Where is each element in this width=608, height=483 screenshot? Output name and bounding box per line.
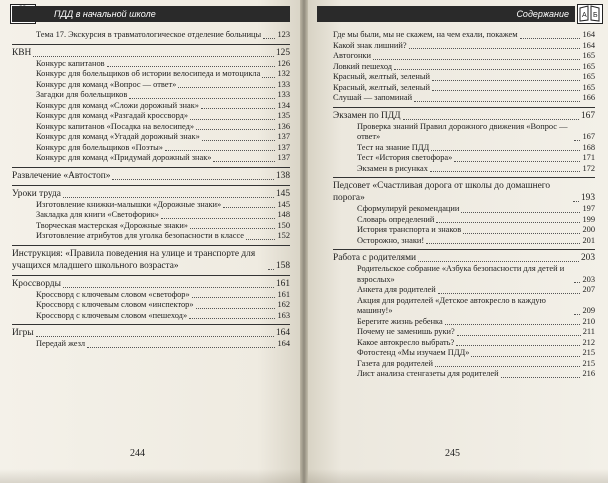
dot-leader	[426, 243, 580, 244]
toc-entry-page: 209	[582, 306, 595, 315]
toc-entry	[333, 327, 595, 338]
toc-section-entry	[12, 278, 290, 290]
toc-entry	[12, 200, 290, 211]
toc-entry-page: 216	[582, 369, 595, 378]
toc-entry	[12, 339, 290, 350]
toc-entry-page: 133	[277, 79, 290, 89]
toc-entry	[333, 143, 595, 154]
toc-entry	[12, 290, 290, 301]
section-divider	[12, 185, 290, 186]
toc-entry	[333, 30, 595, 41]
toc-entry-title: Слушай — запоминай	[333, 93, 413, 102]
right-page	[305, 0, 608, 483]
dot-leader	[36, 336, 274, 337]
dot-leader	[430, 171, 580, 172]
toc-entry-page: 158	[275, 260, 290, 271]
toc-entry-title: Изготовление атрибутов для уголка безопасности в классе	[36, 231, 244, 240]
toc-entry	[333, 285, 595, 296]
toc-entry-title: Проверка знаний Правил дорожного движения «Вопрос — ответ»	[357, 121, 568, 141]
toc-section-entry	[12, 47, 290, 59]
dot-leader	[435, 366, 580, 367]
toc-entry-page: 211	[582, 327, 595, 336]
section-divider	[333, 249, 595, 250]
dot-leader	[192, 297, 276, 298]
dot-leader	[202, 140, 276, 141]
toc-entry-title: Конкурс для команд «Разгадай кроссворд»	[36, 111, 189, 120]
toc-entry	[333, 72, 595, 83]
toc-entry-page: 167	[582, 132, 595, 141]
toc-entry-title: Экзамен по ПДД	[333, 110, 401, 121]
toc-entry	[12, 30, 290, 41]
toc-entry-page: 138	[275, 170, 290, 181]
section-divider	[12, 44, 290, 45]
toc-entry	[12, 101, 290, 112]
toc-entry-page: 136	[277, 121, 290, 131]
toc-entry-page: 161	[277, 289, 290, 299]
toc-entry	[333, 338, 595, 349]
dot-leader	[373, 59, 580, 60]
toc-entry	[333, 348, 595, 359]
toc-entry-title: Тест на знание ПДД	[357, 142, 430, 152]
svg-text:A: A	[582, 12, 587, 19]
dot-leader	[432, 80, 580, 81]
toc-entry-page: 165	[582, 82, 595, 92]
section-divider	[12, 324, 290, 325]
toc-entry-page: 215	[582, 358, 595, 368]
running-header: Содержание	[317, 6, 575, 22]
toc-entry-page: 135	[277, 111, 290, 120]
toc-entry-page: 133	[277, 90, 290, 99]
book-gutter	[300, 0, 308, 483]
toc-section-entry	[333, 252, 595, 264]
dot-leader	[262, 77, 275, 78]
toc-entry	[12, 122, 290, 133]
toc-entry	[12, 300, 290, 311]
toc-entry	[333, 83, 595, 94]
toc-entry-title: Конкурс для команд «Вопрос — ответ»	[36, 79, 177, 89]
toc-entry-title: Лист анализа стенгазеты для родителей	[357, 369, 499, 378]
toc-entry-title: Ловкий пешеход	[333, 61, 393, 71]
dot-leader	[63, 287, 274, 288]
toc-entry-page: 212	[582, 337, 595, 347]
toc-entry-title: Родительское собрание «Азбука безопасности для детей и взрослых»	[357, 264, 565, 284]
toc-entry-page: 203	[582, 274, 595, 284]
toc-entry-page: 197	[582, 204, 595, 213]
dot-leader	[403, 119, 579, 120]
toc-entry-page: 165	[582, 61, 595, 71]
left-page	[0, 0, 303, 483]
toc-list	[333, 30, 595, 380]
toc-entry-page: 150	[277, 220, 290, 230]
page-number: 244	[130, 448, 145, 459]
toc-entry-page: 137	[277, 153, 290, 162]
page-shadow	[0, 469, 303, 483]
toc-entry-page: 152	[277, 231, 290, 240]
toc-entry-title: Передай жезл	[36, 339, 86, 348]
toc-entry-page: 134	[277, 100, 290, 110]
toc-entry-title: Конкурс для команд «Сложи дорожный знак»	[36, 100, 199, 110]
toc-entry-title: Экзамен в рисунках	[357, 163, 428, 173]
section-divider	[333, 177, 595, 178]
dot-leader	[414, 101, 580, 102]
svg-text:Б: Б	[593, 12, 598, 19]
toc-entry	[12, 143, 290, 154]
toc-section-entry	[12, 188, 290, 200]
toc-entry	[333, 296, 595, 317]
toc-entry-title: История транспорта и знаков	[357, 225, 462, 234]
toc-section-entry	[12, 327, 290, 339]
dot-leader	[394, 69, 580, 70]
toc-entry-title: Конкурс для болельщиков «Поэты»	[36, 142, 163, 152]
toc-entry-page: 200	[582, 225, 595, 234]
toc-entry-title: Берегите жизнь ребенка	[357, 316, 443, 326]
toc-entry	[12, 111, 290, 122]
toc-entry-page: 137	[277, 132, 290, 141]
dot-leader	[574, 282, 580, 283]
toc-entry-title: Анкета для родителей	[357, 285, 436, 294]
toc-section-entry	[12, 248, 290, 272]
toc-entry-title: Педсовет «Счастливая дорога от школы до домашнего порога»	[333, 181, 551, 203]
toc-section-entry	[12, 170, 290, 182]
toc-entry-page: 165	[582, 51, 595, 60]
dot-leader	[268, 269, 274, 270]
toc-section-entry	[333, 110, 595, 122]
toc-entry-page: 199	[582, 214, 595, 224]
toc-entry	[12, 59, 290, 70]
dot-leader	[456, 345, 580, 346]
toc-entry-title: Конкурс для команд «Придумай дорожный знак»	[36, 153, 212, 162]
toc-entry-title: Кроссворд с ключевым словом «пешеход»	[36, 310, 188, 320]
dot-leader	[445, 324, 581, 325]
toc-entry	[333, 236, 595, 247]
toc-entry	[12, 210, 290, 221]
toc-entry-page: 126	[277, 58, 290, 68]
toc-entry	[12, 231, 290, 242]
toc-entry-page: 145	[277, 199, 290, 209]
dot-leader	[129, 98, 275, 99]
dot-leader	[213, 161, 275, 162]
toc-entry-title: Где мы были, мы не скажем, на чем ехали, покажем	[333, 30, 518, 39]
toc-entry	[12, 69, 290, 80]
dot-leader	[190, 228, 275, 229]
dot-leader	[196, 129, 275, 130]
toc-entry-title: Конкурс капитанов «Посадка на велосипед»	[36, 121, 195, 131]
toc-entry-title: Красный, желтый, зеленый	[333, 72, 431, 81]
toc-entry-title: Загадки для болельщиков	[36, 90, 128, 99]
toc-entry-title: Конкурс для команд «Угадай дорожный знак»	[36, 132, 200, 141]
toc-entry-page: 207	[582, 285, 595, 294]
dot-leader	[33, 56, 274, 57]
dot-leader	[161, 218, 275, 219]
toc-entry-title: Газета для родителей	[357, 358, 433, 368]
toc-entry-page: 132	[277, 69, 290, 78]
toc-entry-title: Инструкция: «Правила поведения на улице и транспорте для учащихся младшего школьного возраста»	[12, 248, 256, 271]
toc-entry-page: 164	[582, 40, 595, 50]
dot-leader	[201, 108, 275, 109]
dot-leader	[178, 87, 275, 88]
toc-entry	[12, 132, 290, 143]
dot-leader	[454, 161, 580, 162]
toc-entry-page: 165	[582, 72, 595, 81]
toc-entry-title: Игры	[12, 328, 34, 338]
toc-entry	[333, 51, 595, 62]
toc-entry	[333, 215, 595, 226]
toc-entry	[333, 93, 595, 104]
toc-entry-page: 123	[277, 30, 290, 39]
toc-entry	[12, 80, 290, 91]
section-divider	[12, 245, 290, 246]
dot-leader	[223, 207, 275, 208]
toc-entry-title: Конкурс для болельщиков об истории велосипеда и мотоцикла	[36, 69, 261, 78]
section-divider	[12, 167, 290, 168]
toc-entry	[333, 41, 595, 52]
dot-leader	[246, 239, 275, 240]
dot-leader	[165, 150, 275, 151]
toc-entry-page: 163	[277, 310, 290, 320]
dot-leader	[196, 308, 276, 309]
dot-leader	[87, 347, 275, 348]
dot-leader	[418, 261, 579, 262]
toc-entry	[333, 153, 595, 164]
dot-leader	[112, 179, 273, 180]
toc-entry-page: 168	[582, 142, 595, 152]
toc-entry-page: 137	[277, 142, 290, 152]
toc-entry-title: Работа с родителями	[333, 253, 417, 263]
toc-entry-page: 215	[582, 348, 595, 357]
toc-entry-page: 161	[275, 278, 290, 289]
toc-entry-page: 166	[582, 93, 595, 102]
toc-entry	[12, 90, 290, 101]
dot-leader	[409, 48, 581, 49]
dot-leader	[457, 335, 581, 336]
toc-entry-page: 171	[582, 153, 595, 162]
dot-leader	[573, 201, 579, 202]
book-logo-icon	[577, 4, 603, 24]
toc-entry-title: Конкурс капитанов	[36, 58, 105, 68]
toc-entry-title: Развлечение «Автостоп»	[12, 170, 111, 181]
toc-entry-title: Сформулируй рекомендации	[357, 204, 460, 213]
toc-entry-title: Красный, желтый, зеленый	[333, 82, 431, 92]
toc-entry-title: Словарь определений	[357, 214, 435, 224]
toc-entry-title: Какое автокресло выбрать?	[357, 337, 455, 347]
toc-section-entry	[333, 180, 595, 204]
toc-entry-title: Акция для родителей «Детское автокресло в каждую машину!»	[357, 295, 546, 315]
dot-leader	[263, 38, 275, 39]
toc-entry-page: 203	[580, 253, 595, 263]
dot-leader	[520, 38, 581, 39]
toc-entry-title: Уроки труда	[12, 188, 61, 199]
toc-entry	[333, 359, 595, 370]
toc-entry	[333, 62, 595, 73]
toc-entry-title: Творческая мастерская «Дорожные знаки»	[36, 220, 188, 230]
page-number: 245	[445, 448, 460, 459]
running-header: ПДД в начальной школе	[12, 6, 290, 22]
dot-leader	[107, 66, 276, 67]
toc-entry-title: Тест «История светофора»	[357, 153, 453, 162]
toc-entry-title: Какой знак лишний?	[333, 40, 407, 50]
toc-entry-page: 210	[582, 316, 595, 326]
toc-entry	[333, 317, 595, 328]
dot-leader	[436, 222, 580, 223]
toc-list	[12, 30, 290, 350]
toc-entry-title: Закладка для книги «Светофорик»	[36, 210, 159, 219]
toc-entry	[12, 153, 290, 164]
toc-entry	[333, 164, 595, 175]
dot-leader	[63, 197, 274, 198]
dot-leader	[431, 150, 580, 151]
section-divider	[12, 275, 290, 276]
toc-entry	[333, 369, 595, 380]
toc-entry	[333, 225, 595, 236]
toc-entry	[12, 311, 290, 322]
toc-entry-page: 145	[275, 188, 290, 199]
toc-entry	[333, 122, 595, 143]
toc-entry-page: 167	[580, 110, 595, 121]
dot-leader	[432, 90, 580, 91]
dot-leader	[501, 377, 581, 378]
dot-leader	[461, 212, 580, 213]
toc-entry-title: Кроссворд с ключевым словом «инспектор»	[36, 300, 194, 309]
toc-entry-page: 148	[277, 210, 290, 219]
toc-entry-page: 164	[582, 30, 595, 39]
dot-leader	[438, 293, 581, 294]
toc-entry-title: Автогонки	[333, 51, 371, 60]
toc-entry-page: 164	[277, 339, 290, 348]
toc-entry-title: Почему не заменишь руки?	[357, 327, 455, 336]
dot-leader	[574, 314, 580, 315]
dot-leader	[463, 233, 580, 234]
section-divider	[333, 107, 595, 108]
toc-entry-page: 172	[582, 163, 595, 173]
toc-entry-page: 201	[582, 235, 595, 245]
toc-entry-page: 193	[580, 193, 595, 203]
dot-leader	[190, 119, 275, 120]
toc-entry-page: 125	[275, 47, 290, 58]
toc-entry	[12, 221, 290, 232]
toc-entry-title: Изготовление книжки-малышки «Дорожные знаки»	[36, 199, 222, 209]
toc-entry-title: Тема 17. Экскурсия в травматологическое отделение больницы	[36, 30, 262, 39]
toc-entry-title: Кроссворд с ключевым словом «светофор»	[36, 289, 190, 299]
toc-entry-title: Осторожно, знаки!	[357, 235, 425, 245]
toc-entry-page: 164	[275, 328, 290, 338]
toc-entry	[333, 204, 595, 215]
toc-entry-title: Фотостенд «Мы изучаем ПДД»	[357, 348, 470, 357]
toc-entry-title: КВН	[12, 47, 32, 58]
toc-entry	[333, 264, 595, 285]
page-shadow	[305, 469, 608, 483]
dot-leader	[189, 318, 275, 319]
toc-entry-title: Кроссворды	[12, 278, 61, 289]
toc-entry-page: 162	[277, 300, 290, 309]
dot-leader	[471, 356, 580, 357]
dot-leader	[574, 140, 580, 141]
